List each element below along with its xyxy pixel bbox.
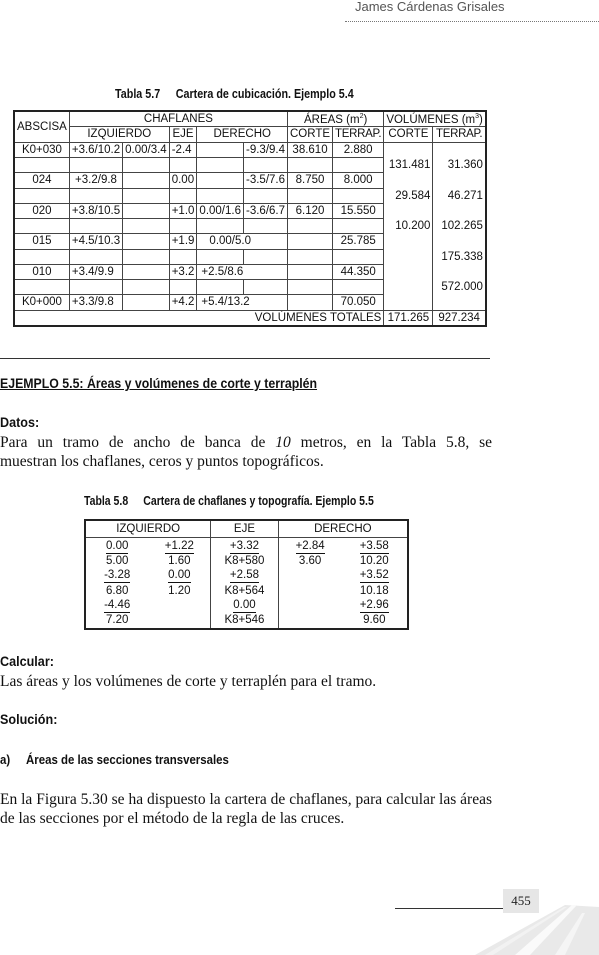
table-cell	[288, 158, 333, 173]
cell-text: CORTE	[388, 128, 429, 141]
cell-eje: +3.2	[169, 264, 197, 280]
cell-text: 3.60	[298, 554, 322, 567]
cell-abscisa: K0+030	[14, 142, 69, 158]
table-cell	[433, 173, 486, 189]
table-cell	[333, 158, 384, 173]
table-cell	[278, 614, 341, 629]
table-row	[14, 203, 486, 219]
cell-text: VOLÚMENES (m	[386, 113, 476, 126]
cell-eje: +4.2	[169, 295, 197, 311]
cell-text: 10.18	[359, 584, 389, 597]
table-cell	[342, 537, 408, 554]
subsection-title: Áreas de las secciones transversales	[26, 752, 229, 767]
cell-terrap: 8.000	[333, 173, 384, 189]
table-cell	[342, 614, 408, 629]
table-cell	[211, 537, 278, 554]
table-cell	[85, 584, 148, 599]
table-cell	[169, 188, 197, 203]
totals-label: VOLÚMENES TOTALES	[14, 310, 384, 326]
cell-text: ÁREAS (m	[303, 113, 360, 126]
table-cell	[148, 599, 210, 614]
table-label: Tabla 5.7	[115, 87, 161, 101]
table-cell	[85, 599, 148, 614]
volume-row	[14, 219, 486, 234]
cell-abscisa: 020	[14, 203, 69, 219]
solucion-heading: Solución:	[0, 711, 58, 727]
table-cell	[333, 280, 384, 295]
table-caption: Cartera de cubicación. Ejemplo 5.4	[175, 87, 354, 101]
cell-corte	[288, 234, 333, 250]
cell-text: muestran los chaflanes, ceros y puntos topográficos.	[0, 453, 324, 470]
table-cell	[169, 158, 197, 173]
table-caption: Cartera de chaflanes y topografía. Ejemplo 5.5	[143, 494, 374, 508]
table-cell	[342, 599, 408, 614]
table-cell	[278, 569, 341, 584]
cell-text: -4.46	[104, 599, 131, 611]
header-derecho	[197, 127, 288, 143]
table-row	[85, 599, 408, 614]
table-cell	[384, 142, 433, 158]
cell-text: 2	[359, 112, 364, 120]
table-cell	[197, 280, 244, 295]
table-cell	[148, 537, 210, 554]
cell-volume-terrap: 31.360	[433, 158, 486, 173]
table-cell	[433, 234, 486, 250]
table-row	[14, 173, 486, 189]
header-eje	[169, 127, 197, 143]
cell-volume-terrap: 572.000	[433, 280, 486, 295]
cell-derecho-2: +5.4/13.2	[197, 295, 288, 311]
table-row	[85, 614, 408, 629]
cell-derecho: -3.6/6.7	[244, 203, 288, 219]
header-izquierdo	[69, 127, 169, 143]
table-row	[85, 584, 408, 599]
table-cell	[333, 188, 384, 203]
header-row	[14, 111, 486, 127]
table-cell	[342, 569, 408, 584]
table-cell	[197, 188, 244, 203]
running-header	[345, 0, 599, 22]
calcular-heading: Calcular:	[0, 653, 54, 669]
cell-terrap: 25.785	[333, 234, 384, 250]
table-cell	[85, 569, 148, 584]
cell-volume-terrap: 46.271	[433, 188, 486, 203]
table-cell	[148, 554, 210, 569]
table-cell	[85, 554, 148, 569]
table-label: Tabla 5.8	[84, 494, 129, 508]
table-cell	[278, 554, 341, 569]
table-cell	[197, 249, 244, 264]
cell-derecho-2: 0.00/1.6	[197, 203, 244, 219]
header-derecho: DERECHO	[278, 520, 408, 537]
table-cell	[244, 188, 288, 203]
table-cell	[384, 295, 433, 311]
datos-paragraph	[0, 433, 492, 471]
table-cell	[148, 584, 210, 599]
totals-corte: 171.265	[384, 310, 433, 326]
table-cell	[14, 280, 69, 295]
cell-izquierdo-2	[123, 234, 170, 250]
cell-izquierdo-2	[123, 264, 170, 280]
subsection-a-heading	[0, 752, 229, 767]
cell-text: +2.58	[229, 569, 260, 581]
cell-volume-corte	[384, 249, 433, 264]
cell-volume-terrap: 175.338	[433, 249, 486, 264]
cell-text: CORTE	[290, 128, 331, 141]
header-corte-vol	[384, 127, 433, 143]
table-cell	[69, 188, 122, 203]
table-cell	[211, 599, 278, 614]
cell-terrap: 2.880	[333, 142, 384, 158]
volume-row	[14, 188, 486, 203]
cell-abscisa: K0+000	[14, 295, 69, 311]
table-cell	[333, 249, 384, 264]
cell-derecho-2	[197, 142, 244, 158]
cell-text: +1.22	[164, 539, 194, 552]
cell-text: metros, en la Tabla 5.8, se	[300, 434, 493, 451]
cell-text: TERRAP.	[436, 128, 483, 141]
cell-text: K8+580	[224, 554, 265, 567]
table-cell	[197, 158, 244, 173]
table-cell	[123, 249, 170, 264]
table-cell	[211, 569, 278, 584]
table-cell	[288, 280, 333, 295]
cell-eje: 0.00	[169, 173, 197, 189]
cell-volume-terrap: 102.265	[433, 219, 486, 234]
table-cell	[211, 554, 278, 569]
cell-text: )	[479, 113, 483, 126]
header-row	[85, 520, 408, 537]
table-cell	[169, 249, 197, 264]
cell-text: +2.96	[359, 599, 389, 611]
cell-text: )	[363, 113, 368, 126]
table-row	[14, 234, 486, 250]
totals-row	[14, 310, 486, 326]
table-cell	[384, 173, 433, 189]
table-cell	[288, 188, 333, 203]
cell-eje: +1.9	[169, 234, 197, 250]
cell-text: ABSCISA	[17, 120, 67, 133]
header-corte	[288, 127, 333, 143]
header-izquierdo: IZQUIERDO	[85, 520, 211, 537]
cell-izquierdo: +3.2/9.8	[69, 173, 122, 189]
cell-text: TERRAP.	[335, 128, 382, 141]
page-number: 455	[503, 889, 539, 913]
cell-text: 6.80	[106, 584, 129, 597]
cell-terrap: 70.050	[333, 295, 384, 311]
cell-text: Para un tramo de ancho de banca de	[0, 434, 266, 451]
cell-corte	[288, 264, 333, 280]
cell-volume-corte: 29.584	[384, 188, 433, 203]
cell-derecho-2: 0.00/5.0	[197, 234, 288, 250]
table-cell	[211, 614, 278, 629]
cell-text: 9.60	[363, 614, 386, 626]
table-cell	[244, 280, 288, 295]
cell-derecho: -9.3/9.4	[244, 142, 288, 158]
table-cell	[169, 219, 197, 234]
table-5-7	[13, 110, 487, 327]
table-cell	[384, 234, 433, 250]
table-cell	[123, 188, 170, 203]
table-cell	[288, 249, 333, 264]
table-row	[85, 537, 408, 554]
cell-text: +3.32	[229, 539, 260, 552]
volume-row	[14, 249, 486, 264]
cell-text: EJE	[172, 128, 194, 141]
cell-text: 1.60	[168, 554, 191, 567]
table-cell	[342, 554, 408, 569]
section-divider	[0, 358, 490, 359]
datos-heading: Datos:	[0, 414, 40, 430]
author-name: James Cárdenas Grisales	[355, 0, 505, 14]
table-cell	[433, 203, 486, 219]
cell-abscisa: 015	[14, 234, 69, 250]
table-cell	[85, 614, 148, 629]
table-cell	[14, 249, 69, 264]
table-cell	[433, 264, 486, 280]
table-cell	[148, 569, 210, 584]
cell-text: 10.20	[359, 554, 389, 567]
cell-terrap: 44.350	[333, 264, 384, 280]
table-cell	[69, 158, 122, 173]
cell-text: +3.52	[359, 569, 389, 581]
cell-corte: 6.120	[288, 203, 333, 219]
table-cell	[278, 584, 341, 599]
table-5-7-caption	[115, 87, 354, 101]
table-cell	[333, 219, 384, 234]
cell-text: DERECHO	[213, 128, 271, 141]
volume-row	[14, 158, 486, 173]
final-paragraph: En la Figura 5.30 se ha dispuesto la cartera de chaflanes, para calcular las áreas de las secciones por el método de la regla de las cruces.	[0, 791, 492, 827]
cell-text: IZQUIERDO	[87, 128, 152, 141]
table-cell	[14, 158, 69, 173]
table-cell	[123, 219, 170, 234]
cell-volume-corte: 131.481	[384, 158, 433, 173]
table-cell	[433, 142, 486, 158]
cell-eje: -2.4	[169, 142, 197, 158]
table-5-8-caption	[84, 494, 374, 508]
table-cell	[123, 280, 170, 295]
cell-izquierdo: +3.4/9.9	[69, 264, 122, 280]
cell-text: 0.00	[168, 569, 191, 581]
header-terrap-vol	[433, 127, 486, 143]
table-cell	[69, 219, 122, 234]
table-cell	[278, 537, 341, 554]
table-cell	[14, 219, 69, 234]
cell-eje: +1.0	[169, 203, 197, 219]
cell-izquierdo-2	[123, 203, 170, 219]
cell-izquierdo: +3.3/9.8	[69, 295, 122, 311]
table-cell	[244, 219, 288, 234]
table-row	[85, 554, 408, 569]
table-cell	[123, 158, 170, 173]
header-terrap	[333, 127, 384, 143]
example-title: EJEMPLO 5.5: Áreas y volúmenes de corte y terraplén	[0, 375, 318, 391]
table-cell	[433, 295, 486, 311]
table-cell	[211, 584, 278, 599]
cell-text: -3.28	[104, 569, 131, 581]
table-row	[85, 569, 408, 584]
table-row	[14, 264, 486, 280]
cell-izquierdo-2: 0.00/3.4	[123, 142, 170, 158]
subheader-row	[14, 127, 486, 143]
calcular-paragraph: Las áreas y los volúmenes de corte y terraplén para el tramo.	[0, 673, 377, 690]
cell-abscisa: 024	[14, 173, 69, 189]
table-cell	[148, 614, 210, 629]
header-eje: EJE	[211, 520, 278, 537]
table-cell	[384, 203, 433, 219]
cell-corte: 8.750	[288, 173, 333, 189]
table-cell	[384, 264, 433, 280]
table-5-8	[84, 519, 409, 630]
header-volumenes	[384, 111, 486, 127]
table-cell	[342, 584, 408, 599]
cell-text: 3	[475, 112, 480, 120]
subsection-letter: a)	[0, 752, 11, 767]
cell-corte	[288, 295, 333, 311]
header-chaflanes	[69, 111, 287, 127]
cell-izquierdo-2	[123, 295, 170, 311]
cell-text: +3.58	[359, 539, 389, 552]
table-cell	[244, 249, 288, 264]
cell-derecho: -3.5/7.6	[244, 173, 288, 189]
cell-text: 0.00	[106, 539, 129, 552]
cell-izquierdo: +3.8/10.5	[69, 203, 122, 219]
header-abscisa	[14, 111, 69, 142]
cell-text: 5.00	[106, 554, 129, 567]
cell-abscisa: 010	[14, 264, 69, 280]
table-cell	[169, 280, 197, 295]
cell-text: CHAFLANES	[143, 113, 213, 125]
table-row	[14, 142, 486, 158]
table-cell	[244, 158, 288, 173]
totals-terrap: 927.234	[433, 310, 486, 326]
road-decoration-icon	[455, 905, 599, 955]
cell-volume-corte	[384, 280, 433, 295]
cell-text: K8+546	[224, 614, 265, 626]
cell-izquierdo-2	[123, 173, 170, 189]
header-areas	[288, 111, 384, 127]
cell-derecho-2: +2.5/8.6	[197, 264, 288, 280]
table-cell	[278, 599, 341, 614]
table-row	[14, 295, 486, 311]
table-cell	[69, 249, 122, 264]
table-cell	[69, 280, 122, 295]
cell-text: 10	[275, 434, 291, 451]
cell-volume-corte: 10.200	[384, 219, 433, 234]
cell-text: 0.00	[233, 599, 256, 611]
cell-terrap: 15.550	[333, 203, 384, 219]
cell-corte: 38.610	[288, 142, 333, 158]
cell-text: +2.84	[295, 539, 325, 552]
cell-izquierdo: +4.5/10.3	[69, 234, 122, 250]
cell-izquierdo: +3.6/10.2	[69, 142, 122, 158]
cell-text: 1.20	[168, 584, 191, 597]
table-cell	[197, 219, 244, 234]
table-cell	[14, 188, 69, 203]
table-cell	[85, 537, 148, 554]
cell-derecho-2	[197, 173, 244, 189]
cell-text: 7.20	[106, 614, 129, 626]
volume-row	[14, 280, 486, 295]
cell-text: K8+564	[224, 584, 265, 597]
table-cell	[288, 219, 333, 234]
